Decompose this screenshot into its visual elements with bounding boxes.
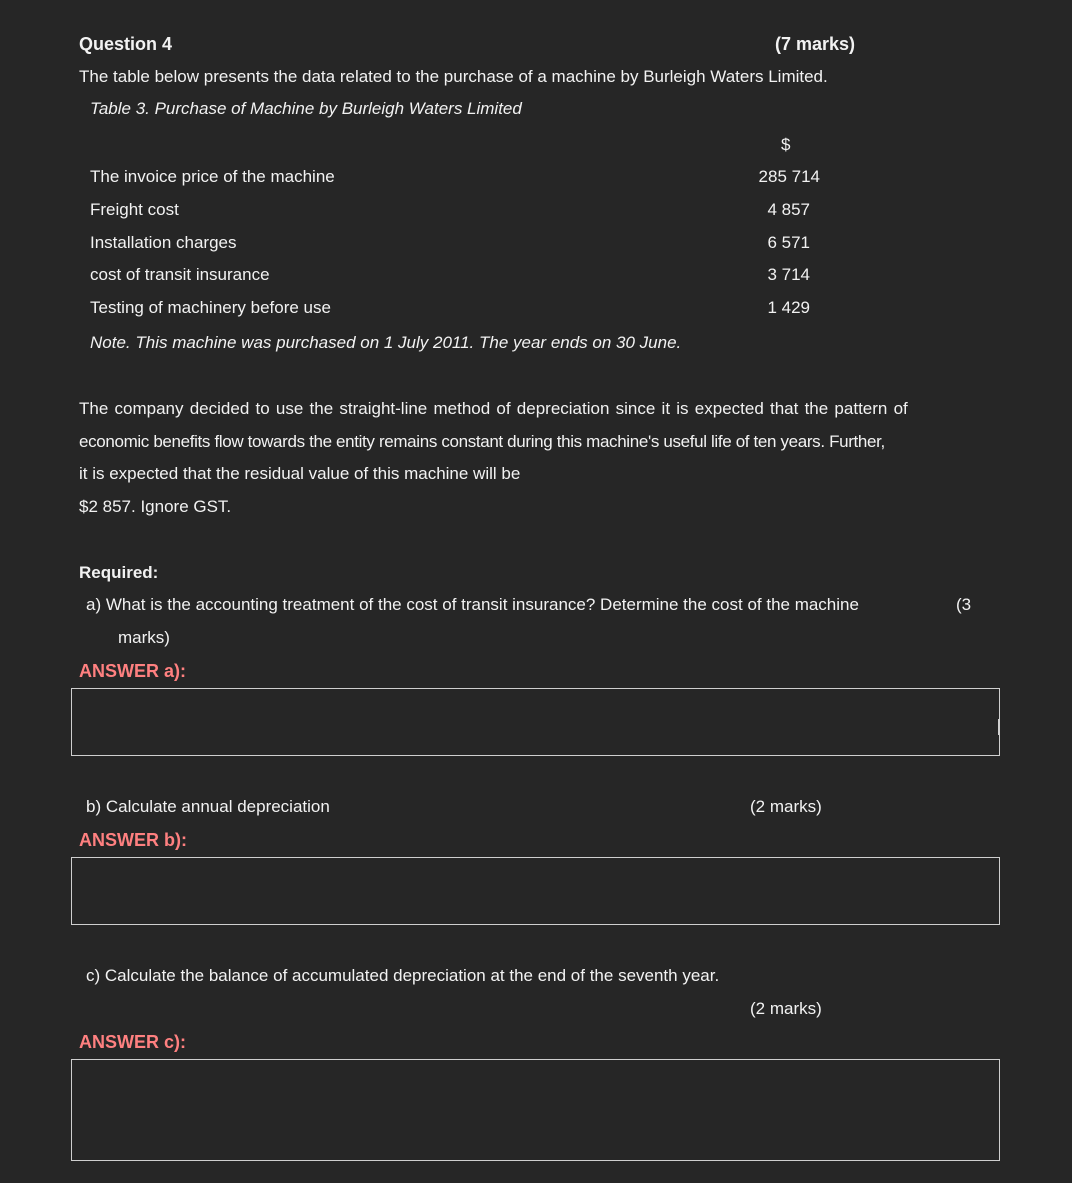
part-a-marks-end: marks) xyxy=(118,628,170,647)
table-row-label: Installation charges xyxy=(90,233,237,252)
answer-b-label: ANSWER b): xyxy=(79,830,187,850)
answer-c-box[interactable] xyxy=(71,1059,1000,1161)
answer-b-box[interactable] xyxy=(71,857,1000,925)
table-note: Note. This machine was purchased on 1 July 2011. The year ends on 30 June. xyxy=(90,333,682,352)
table-row-label: The invoice price of the machine xyxy=(90,167,335,186)
table-row-value: 1 429 xyxy=(767,298,810,317)
part-b-text: b) Calculate annual depreciation xyxy=(86,797,330,816)
table-row-value: 4 857 xyxy=(767,200,810,219)
question-marks: (7 marks) xyxy=(775,34,856,54)
currency-header: $ xyxy=(781,135,791,154)
paragraph-line-3: it is expected that the residual value of this machine will be xyxy=(79,464,521,483)
answer-a-box[interactable] xyxy=(71,688,1000,756)
table-row-value: 285 714 xyxy=(758,167,820,186)
paragraph-line-4: $2 857. Ignore GST. xyxy=(79,497,232,516)
part-b-marks: (2 marks) xyxy=(750,797,822,816)
table-row-label: Freight cost xyxy=(90,200,179,219)
paragraph-line-2: economic benefits flow towards the entity remains constant during this machine's useful life of ten years. Further, xyxy=(79,432,885,451)
part-c-marks: (2 marks) xyxy=(750,999,822,1018)
paragraph-line-1: The company decided to use the straight-line method of depreciation since it is expected that the pattern of xyxy=(79,399,908,418)
table-row-value: 6 571 xyxy=(767,233,810,252)
part-c-text: c) Calculate the balance of accumulated depreciation at the end of the seventh year. xyxy=(86,966,720,985)
required-heading: Required: xyxy=(79,563,159,582)
part-a-text: a) What is the accounting treatment of the cost of transit insurance? Determine the cost of the machine xyxy=(86,595,859,614)
box-divider xyxy=(998,719,999,735)
table-row-value: 3 714 xyxy=(767,265,810,284)
question-title: Question 4 xyxy=(79,34,173,54)
part-a-marks-start: (3 xyxy=(956,595,972,614)
question-intro: The table below presents the data related to the purchase of a machine by Burleigh Waters Limited. xyxy=(79,67,828,86)
answer-c-label: ANSWER c): xyxy=(79,1032,186,1052)
table-row-label: cost of transit insurance xyxy=(90,265,270,284)
table-caption: Table 3. Purchase of Machine by Burleigh Waters Limited xyxy=(90,99,522,118)
answer-a-label: ANSWER a): xyxy=(79,661,186,681)
table-row-label: Testing of machinery before use xyxy=(90,298,331,317)
